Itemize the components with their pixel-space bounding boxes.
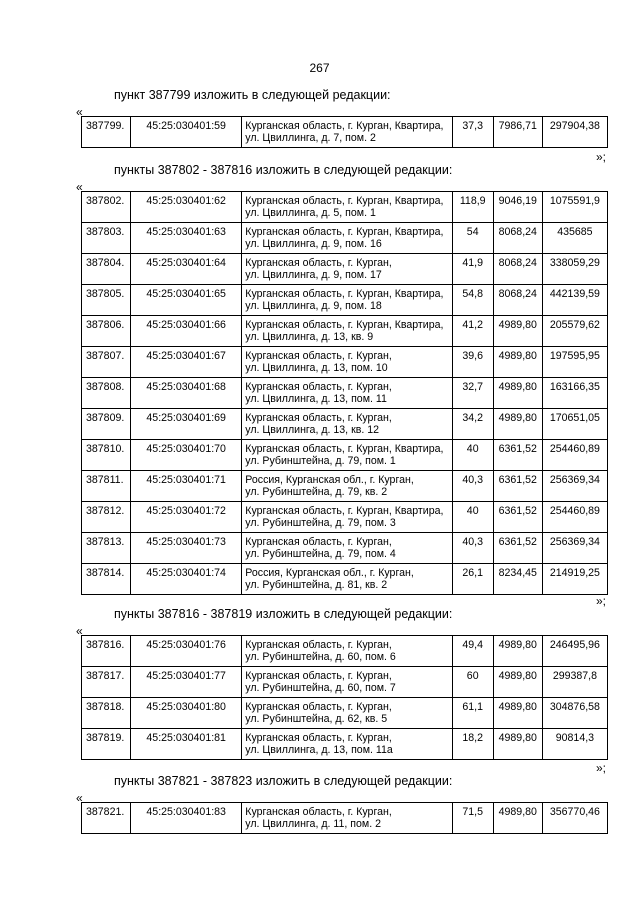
area-cell: 61,1	[452, 698, 493, 729]
unit-price-cell: 6361,52	[493, 502, 542, 533]
row-number-cell: 387805.	[82, 285, 131, 316]
row-number-cell: 387817.	[82, 667, 131, 698]
close-quote: »;	[596, 761, 607, 775]
address-cell: Курганская область, г. Курган, ул. Цвиллинга, д. 13, пом. 10	[242, 347, 452, 378]
area-cell: 118,9	[452, 192, 493, 223]
register-table	[81, 116, 608, 148]
cadastral-value-cell: 214919,25	[542, 564, 607, 595]
table-row	[82, 347, 608, 378]
row-number-cell: 387813.	[82, 533, 131, 564]
row-number-cell: 387819.	[82, 729, 131, 760]
table-row	[82, 316, 608, 347]
table-row	[82, 471, 608, 502]
unit-price-cell: 8068,24	[493, 254, 542, 285]
row-number-cell: 387814.	[82, 564, 131, 595]
unit-price-cell: 4989,80	[493, 636, 542, 667]
cadastral-value-cell: 163166,35	[542, 378, 607, 409]
table-row	[82, 533, 608, 564]
cadastral-number-cell: 45:25:030401:81	[131, 729, 242, 760]
row-number-cell: 387799.	[82, 117, 131, 148]
unit-price-cell: 4989,80	[493, 316, 542, 347]
address-cell: Курганская область, г. Курган, ул. Рубинштейна, д. 60, пом. 7	[242, 667, 452, 698]
unit-price-cell: 6361,52	[493, 471, 542, 502]
table-row	[82, 117, 608, 148]
cadastral-value-cell: 304876,58	[542, 698, 607, 729]
cadastral-value-cell: 338059,29	[542, 254, 607, 285]
row-number-cell: 387807.	[82, 347, 131, 378]
page-number: 267	[309, 61, 330, 75]
address-cell: Курганская область, г. Курган, Квартира, ул. Цвиллинга, д. 9, пом. 18	[242, 285, 452, 316]
area-cell: 40	[452, 502, 493, 533]
open-quote: «	[76, 105, 83, 119]
close-quote: »;	[596, 594, 607, 608]
table-row	[82, 667, 608, 698]
address-cell: Курганская область, г. Курган, Квартира, ул. Цвиллинга, д. 13, кв. 9	[242, 316, 452, 347]
area-cell: 71,5	[452, 803, 493, 834]
area-cell: 18,2	[452, 729, 493, 760]
area-cell: 32,7	[452, 378, 493, 409]
row-number-cell: 387802.	[82, 192, 131, 223]
cadastral-value-cell: 170651,05	[542, 409, 607, 440]
row-number-cell: 387803.	[82, 223, 131, 254]
cadastral-number-cell: 45:25:030401:67	[131, 347, 242, 378]
close-quote: »;	[596, 150, 607, 164]
area-cell: 34,2	[452, 409, 493, 440]
area-cell: 60	[452, 667, 493, 698]
cadastral-value-cell: 254460,89	[542, 502, 607, 533]
cadastral-number-cell: 45:25:030401:68	[131, 378, 242, 409]
row-number-cell: 387816.	[82, 636, 131, 667]
unit-price-cell: 6361,52	[493, 533, 542, 564]
unit-price-cell: 4989,80	[493, 667, 542, 698]
unit-price-cell: 4989,80	[493, 729, 542, 760]
address-cell: Россия, Курганская обл., г. Курган, ул. Рубинштейна, д. 79, кв. 2	[242, 471, 452, 502]
table-row	[82, 729, 608, 760]
cadastral-number-cell: 45:25:030401:66	[131, 316, 242, 347]
area-cell: 37,3	[452, 117, 493, 148]
unit-price-cell: 4989,80	[493, 698, 542, 729]
area-cell: 39,6	[452, 347, 493, 378]
address-cell: Курганская область, г. Курган, Квартира, ул. Рубинштейна, д. 79, пом. 3	[242, 502, 452, 533]
table-row	[82, 285, 608, 316]
address-cell: Курганская область, г. Курган, ул. Рубинштейна, д. 79, пом. 4	[242, 533, 452, 564]
address-cell: Курганская область, г. Курган, ул. Рубинштейна, д. 60, пом. 6	[242, 636, 452, 667]
unit-price-cell: 4989,80	[493, 378, 542, 409]
register-table	[81, 802, 608, 834]
area-cell: 40,3	[452, 533, 493, 564]
cadastral-number-cell: 45:25:030401:74	[131, 564, 242, 595]
cadastral-value-cell: 256369,34	[542, 471, 607, 502]
cadastral-value-cell: 435685	[542, 223, 607, 254]
address-cell: Курганская область, г. Курган, ул. Цвиллинга, д. 13, пом. 11	[242, 378, 452, 409]
unit-price-cell: 6361,52	[493, 440, 542, 471]
area-cell: 40,3	[452, 471, 493, 502]
cadastral-number-cell: 45:25:030401:70	[131, 440, 242, 471]
table-row	[82, 192, 608, 223]
section-heading: пункт 387799 изложить в следующей редакции:	[114, 88, 391, 102]
table-row	[82, 378, 608, 409]
area-cell: 26,1	[452, 564, 493, 595]
address-cell: Курганская область, г. Курган, ул. Цвиллинга, д. 13, кв. 12	[242, 409, 452, 440]
row-number-cell: 387804.	[82, 254, 131, 285]
cadastral-number-cell: 45:25:030401:69	[131, 409, 242, 440]
cadastral-number-cell: 45:25:030401:76	[131, 636, 242, 667]
cadastral-number-cell: 45:25:030401:77	[131, 667, 242, 698]
address-cell: Курганская область, г. Курган, Квартира, ул. Цвиллинга, д. 7, пом. 2	[242, 117, 452, 148]
cadastral-value-cell: 256369,34	[542, 533, 607, 564]
cadastral-number-cell: 45:25:030401:64	[131, 254, 242, 285]
row-number-cell: 387810.	[82, 440, 131, 471]
open-quote: «	[76, 624, 83, 638]
address-cell: Курганская область, г. Курган, Квартира, ул. Цвиллинга, д. 9, пом. 16	[242, 223, 452, 254]
row-number-cell: 387812.	[82, 502, 131, 533]
unit-price-cell: 4989,80	[493, 803, 542, 834]
cadastral-value-cell: 442139,59	[542, 285, 607, 316]
area-cell: 41,2	[452, 316, 493, 347]
cadastral-value-cell: 1075591,9	[542, 192, 607, 223]
area-cell: 54	[452, 223, 493, 254]
table-row	[82, 803, 608, 834]
row-number-cell: 387821.	[82, 803, 131, 834]
cadastral-number-cell: 45:25:030401:59	[131, 117, 242, 148]
open-quote: «	[76, 791, 83, 805]
cadastral-number-cell: 45:25:030401:71	[131, 471, 242, 502]
address-cell: Курганская область, г. Курган, ул. Рубинштейна, д. 62, кв. 5	[242, 698, 452, 729]
address-cell: Россия, Курганская обл., г. Курган, ул. Рубинштейна, д. 81, кв. 2	[242, 564, 452, 595]
row-number-cell: 387809.	[82, 409, 131, 440]
table-row	[82, 409, 608, 440]
address-cell: Курганская область, г. Курган, ул. Цвиллинга, д. 9, пом. 17	[242, 254, 452, 285]
cadastral-number-cell: 45:25:030401:72	[131, 502, 242, 533]
row-number-cell: 387818.	[82, 698, 131, 729]
table-row	[82, 254, 608, 285]
cadastral-value-cell: 205579,62	[542, 316, 607, 347]
unit-price-cell: 4989,80	[493, 409, 542, 440]
address-cell: Курганская область, г. Курган, Квартира, ул. Рубинштейна, д. 79, пом. 1	[242, 440, 452, 471]
unit-price-cell: 8068,24	[493, 285, 542, 316]
cadastral-number-cell: 45:25:030401:73	[131, 533, 242, 564]
table-row	[82, 636, 608, 667]
unit-price-cell: 7986,71	[493, 117, 542, 148]
unit-price-cell: 8068,24	[493, 223, 542, 254]
cadastral-number-cell: 45:25:030401:63	[131, 223, 242, 254]
address-cell: Курганская область, г. Курган, Квартира, ул. Цвиллинга, д. 5, пом. 1	[242, 192, 452, 223]
table-row	[82, 440, 608, 471]
address-cell: Курганская область, г. Курган, ул. Цвиллинга, д. 13, пом. 11а	[242, 729, 452, 760]
cadastral-value-cell: 197595,95	[542, 347, 607, 378]
unit-price-cell: 4989,80	[493, 347, 542, 378]
cadastral-value-cell: 297904,38	[542, 117, 607, 148]
cadastral-value-cell: 299387,8	[542, 667, 607, 698]
area-cell: 41,9	[452, 254, 493, 285]
open-quote: «	[76, 180, 83, 194]
table-row	[82, 223, 608, 254]
unit-price-cell: 8234,45	[493, 564, 542, 595]
cadastral-number-cell: 45:25:030401:62	[131, 192, 242, 223]
cadastral-number-cell: 45:25:030401:80	[131, 698, 242, 729]
row-number-cell: 387806.	[82, 316, 131, 347]
row-number-cell: 387808.	[82, 378, 131, 409]
table-row	[82, 502, 608, 533]
cadastral-number-cell: 45:25:030401:83	[131, 803, 242, 834]
cadastral-value-cell: 90814,3	[542, 729, 607, 760]
section-heading: пункты 387821 - 387823 изложить в следующей редакции:	[114, 774, 453, 788]
table-row	[82, 564, 608, 595]
unit-price-cell: 9046,19	[493, 192, 542, 223]
area-cell: 54,8	[452, 285, 493, 316]
section-heading: пункты 387816 - 387819 изложить в следующей редакции:	[114, 607, 453, 621]
cadastral-number-cell: 45:25:030401:65	[131, 285, 242, 316]
register-table	[81, 191, 608, 595]
register-table	[81, 635, 608, 760]
table-row	[82, 698, 608, 729]
row-number-cell: 387811.	[82, 471, 131, 502]
section-heading: пункты 387802 - 387816 изложить в следующей редакции:	[114, 163, 453, 177]
area-cell: 40	[452, 440, 493, 471]
cadastral-value-cell: 254460,89	[542, 440, 607, 471]
cadastral-value-cell: 356770,46	[542, 803, 607, 834]
area-cell: 49,4	[452, 636, 493, 667]
cadastral-value-cell: 246495,96	[542, 636, 607, 667]
address-cell: Курганская область, г. Курган, ул. Цвиллинга, д. 11, пом. 2	[242, 803, 452, 834]
